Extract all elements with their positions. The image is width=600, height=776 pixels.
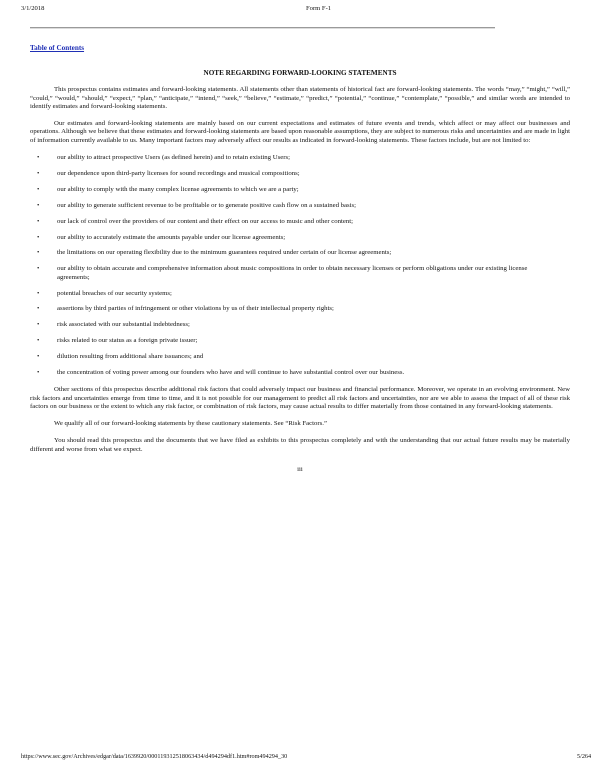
bullet-icon: • (37, 217, 40, 225)
bullet-icon: • (37, 249, 40, 257)
list-item (30, 202, 570, 210)
list-item (30, 186, 570, 194)
bullet-icon: • (37, 337, 40, 345)
list-item-text: our ability to attract prospective Users (as defined herein) and to retain existing Users; (57, 154, 290, 162)
list-item (30, 218, 570, 226)
list-item-text: the concentration of voting power among our founders who have and will continue to have substantial control over our business. (57, 368, 405, 376)
list-item-text: assertions by third parties of infringement or other violations by us of their intellectual property rights; (57, 305, 334, 313)
list-item-text: our ability to obtain accurate and comprehensive information about music compositions in order to obtain necessary licenses or perform obligations under our existing license agreements; (57, 265, 528, 281)
list-item (30, 337, 570, 345)
print-url: https://www.sec.gov/Archives/edgar/data/1639920/000119312518063434/d494294df1.htm#rom494294_30 (21, 753, 288, 760)
print-title: Form F-1 (306, 5, 332, 12)
bullet-icon: • (37, 185, 40, 193)
bullet-icon: • (37, 154, 40, 162)
print-date: 3/1/2018 (21, 5, 45, 12)
list-item-text: potential breaches of our security systems; (57, 289, 172, 297)
list-item-text: our ability to accurately estimate the amounts payable under our license agreements; (57, 233, 286, 241)
paragraph-intro: This prospectus contains estimates and forward-looking statements. All statements other than statements of historical fact are forward-looking statements. The words “may,” “might,” “will,” “could,” “would,” “should,” “expect,” “plan,” “anticipate,” “intend,” “seek,” “believe,” “estimate,” “predict,” “potential,” “continue,” “contemplate,” “possible,” and similar words are intended to identify estimates and forward-looking statements. (30, 86, 570, 110)
print-header (21, 5, 600, 17)
print-page-count: 5/264 (577, 753, 592, 760)
list-item (30, 353, 570, 361)
paragraph-qualification: We qualify all of our forward-looking statements by these cautionary statements. See “Risk Factors.” (54, 420, 327, 428)
list-item (30, 369, 570, 377)
bullet-icon: • (37, 201, 40, 209)
paragraph-read-prospectus: You should read this prospectus and the documents that we have filed as exhibits to this prospectus completely and with the understanding that our actual future results may be materially different and worse from what we expect. (30, 437, 570, 453)
list-item (30, 265, 570, 282)
list-item (30, 305, 570, 313)
table-of-contents-link[interactable]: Table of Contents (30, 44, 85, 52)
bullet-icon: • (37, 289, 40, 297)
list-item-text: our dependence upon third-party licenses for sound recordings and musical compositions; (57, 169, 300, 177)
list-item-text: our lack of control over the providers of our content and their effect on our access to music and other content; (57, 217, 354, 225)
list-item (30, 234, 570, 242)
section-title: NOTE REGARDING FORWARD-LOOKING STATEMENTS (203, 69, 397, 77)
list-item-text: risk associated with our substantial indebtedness; (57, 321, 190, 329)
list-item (30, 290, 570, 298)
list-item-text: our ability to comply with the many complex license agreements to which we are a party; (57, 185, 299, 193)
list-item-text: risks related to our status as a foreign private issuer; (57, 337, 198, 345)
list-item (30, 170, 570, 178)
risk-factor-list (30, 154, 570, 377)
bullet-icon: • (37, 169, 40, 177)
list-item (30, 154, 570, 162)
bullet-icon: • (37, 265, 40, 273)
list-item (30, 321, 570, 329)
list-item-text: the limitations on our operating flexibility due to the minimum guarantees required under certain of our license agreements; (57, 249, 392, 257)
list-item-text: our ability to generate sufficient revenue to be profitable or to generate positive cash flow on a sustained basis; (57, 201, 357, 209)
bullet-icon: • (37, 233, 40, 241)
list-item (30, 249, 570, 257)
paragraph-basis: Our estimates and forward-looking statements are mainly based on our current expectations and estimates of future events and trends, which affect or may affect our businesses and operations. Although we believe that these estimates and forward-looking statements are based upon reasonable assumptions, they are subject to numerous risks and uncertainties and are made in light of information currently available to us. Many important factors may adversely affect our results as indicated in forward-looking statements. These factors include, but are not limited to: (30, 120, 570, 144)
list-item-text: dilution resulting from additional share issuances; and (57, 353, 204, 361)
page-number: iii (297, 466, 303, 474)
paragraph-other-risks: Other sections of this prospectus describe additional risk factors that could adversely impact our business and financial performance. Moreover, we operate in an evolving environment. New risk factors and uncertainties emerge from time to time, and it is not possible for our management to predict all risk factors and uncertainties, nor are we able to assess the impact of all of these risk factors on our business or the extent to which any risk factor, or combination of risk factors, may cause actual results to differ materially from those contained in any forward-looking statements. (30, 386, 570, 410)
bullet-icon: • (37, 353, 40, 361)
bullet-icon: • (37, 305, 40, 313)
bullet-icon: • (37, 368, 40, 376)
bullet-icon: • (37, 321, 40, 329)
header-divider (30, 27, 495, 28)
document-body (30, 69, 570, 474)
